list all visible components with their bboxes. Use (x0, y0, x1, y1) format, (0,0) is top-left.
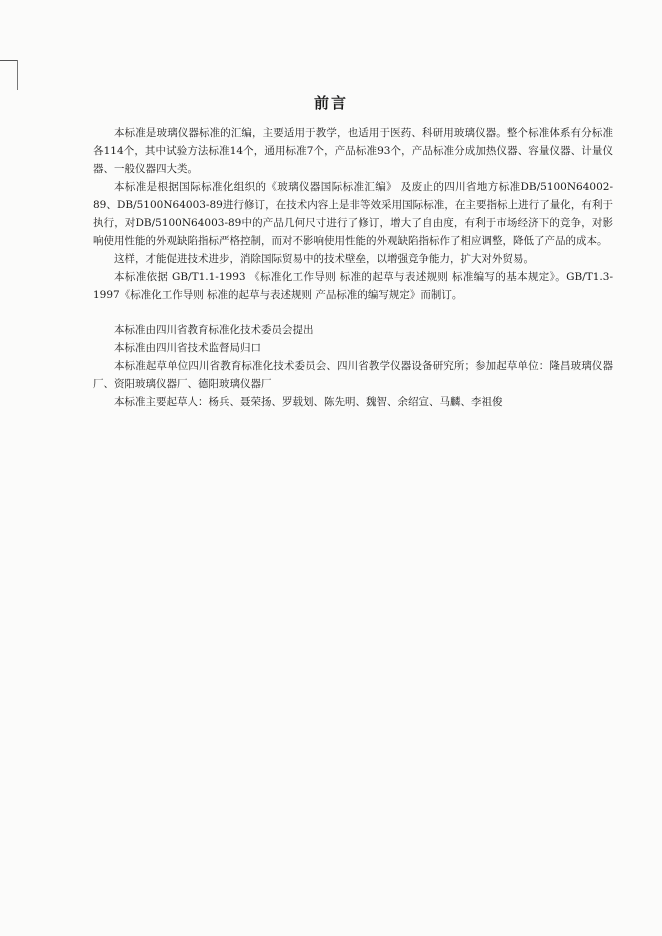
section-gap (93, 304, 613, 321)
paragraph-reference-standards: 本标准依据 GB/T1.1-1993 《标准化工作导则 标准的起草与表述规则 标准编写的基本规定》。GB/T1.3-1997《标准化工作导则 标准的起草与表述规则 产品标准的编写规定》而制订。 (93, 271, 613, 301)
paragraph-basis: 本标准是根据国际标准化组织的《玻璃仪器国际标准汇编》 及废止的四川省地方标准DB/5100N64002-89、DB/5100N64003-89进行修订，在技术内容上是非等效采用国际标准，在主要指标上进行了量化，有利于执行，对DB/5100N64003-89中的产品几何尺寸进行了修订，增大了自由度，有利于市场经济下的竞争，对影响使用性能的外观缺陷指标严格控制，而对不影响使用性能的外观缺陷指标作了相应调整，降低了产品的成本。 (93, 181, 613, 247)
scan-edge-mark-vertical (17, 60, 18, 90)
credit-proposer: 本标准由四川省教育标准化技术委员会提出 (114, 324, 314, 336)
credit-drafters: 本标准主要起草人：杨兵、聂荣扬、罗载划、陈先明、魏智、余绍宣、马麟、李祖俊 (114, 396, 503, 408)
paragraph-purpose: 这样，才能促进技术进步，消除国际贸易中的技术壁垒，以增强竞争能力，扩大对外贸易。 (114, 253, 534, 265)
credit-administrator: 本标准由四川省技术监督局归口 (114, 342, 261, 354)
scan-edge-mark (0, 60, 18, 61)
credit-drafting-units: 本标准起草单位四川省教育标准化技术委员会、四川省教学仪器设备研究所；参加起草单位：隆昌玻璃仪器厂、资阳玻璃仪器厂、德阳玻璃仪器厂 (93, 360, 613, 390)
paragraph-scope: 本标准是玻璃仪器标准的汇编，主要适用于教学，也适用于医药、科研用玻璃仪器。整个标准体系有分标准各114个，其中试验方法标准14个，通用标准7个，产品标准93个，产品标准分成加热仪器、容量仪器、计量仪器、一般仪器四大类。 (93, 127, 613, 175)
page-title: 前言 (313, 94, 348, 112)
document-body (93, 124, 613, 411)
